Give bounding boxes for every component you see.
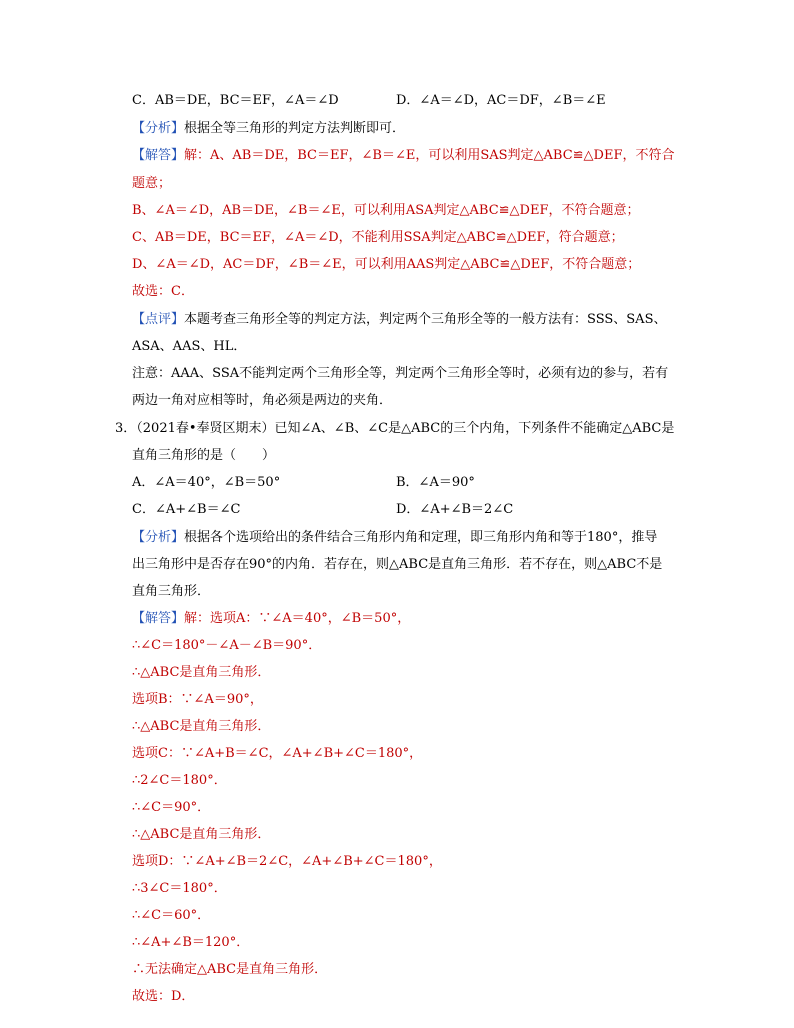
q3-answer-line-5: 选项C：∵∠A+B＝∠C，∠A+∠B+∠C＝180°， xyxy=(132,746,423,761)
q2-option-d: D．∠A＝∠D，AC＝DF，∠B＝∠E xyxy=(396,93,606,108)
q3-analysis xyxy=(132,529,657,547)
q3-answer-line-4: ∴△ABC是直角三角形． xyxy=(132,719,271,734)
q3-analysis-line-2: 出三角形中是否存在90°的内角．若存在，则△ABC是直角三角形．若不存在，则△ABC不是 xyxy=(132,557,663,572)
q3-analysis-line-3: 直角三角形． xyxy=(132,584,211,599)
q2-comment-label: 【点评】 xyxy=(132,312,185,327)
q3-answer-line-6: ∴2∠C＝180°． xyxy=(132,773,227,788)
q3-answer-first-line xyxy=(132,610,410,628)
q2-answer-line-6: 故选：C． xyxy=(132,284,194,299)
q3-stem-line-2: 直角三角形的是（ ） xyxy=(132,448,276,463)
q3-analysis-line-1: 根据各个选项给出的条件结合三角形内角和定理，即三角形内角和等于180°，推导 xyxy=(184,530,658,545)
q2-comment xyxy=(132,311,666,329)
q3-answer-line-14: 故选：D． xyxy=(132,989,195,1004)
q2-comment-line-1: 本题考查三角形全等的判定方法，判定两个三角形全等的一般方法有：SSS、SAS、 xyxy=(184,312,667,327)
q2-answer-line-4: C、AB＝DE，BC＝EF，∠A＝∠D，不能利用SSA判定△ABC≌△DEF，符合题意； xyxy=(132,230,624,245)
q2-answer-line-3: B、∠A＝∠D，AB＝DE，∠B＝∠E，可以利用ASA判定△ABC≌△DEF，不符合题意； xyxy=(132,203,640,218)
q2-option-c: C．AB＝DE，BC＝EF，∠A＝∠D xyxy=(132,93,339,108)
q2-answer-label: 【解答】 xyxy=(132,148,185,163)
q2-note-line-1: 注意：AAA、SSA不能判定两个三角形全等，判定两个三角形全等时，必须有边的参与，若有 xyxy=(132,366,669,381)
q3-answer-line-0: 解：选项A：∵∠A＝40°，∠B＝50°， xyxy=(184,611,411,626)
q2-answer-line-1: 解：A、AB＝DE，BC＝EF，∠B＝∠E，可以利用SAS判定△ABC≌△DEF，不符合 xyxy=(184,148,675,163)
q3-option-b: B．∠A＝90° xyxy=(396,475,475,490)
q2-comment-line-2: ASA、AAS、HL． xyxy=(132,339,247,354)
q2-answer-line-2: 题意； xyxy=(132,176,172,191)
q2-answer-first-line xyxy=(132,147,675,165)
q3-answer-line-13: ∴无法确定△ABC是直角三角形． xyxy=(132,962,328,977)
q2-answer-line-5: D、∠A＝∠D，AC＝DF，∠B＝∠E，可以利用AAS判定△ABC≌△DEF，不符合题意； xyxy=(132,257,641,272)
q2-analysis-label: 【分析】 xyxy=(132,121,185,136)
q3-answer-line-7: ∴∠C＝90°． xyxy=(132,800,211,815)
q3-option-a: A．∠A＝40°，∠B＝50° xyxy=(132,475,281,490)
q3-answer-line-11: ∴∠C＝60°． xyxy=(132,908,211,923)
q3-analysis-label: 【分析】 xyxy=(132,530,185,545)
q3-answer-line-1: ∴∠C＝180°－∠A－∠B＝90°． xyxy=(132,638,322,653)
q3-answer-line-8: ∴△ABC是直角三角形． xyxy=(132,827,271,842)
q3-option-c: C．∠A+∠B＝∠C xyxy=(132,502,241,517)
q3-answer-label: 【解答】 xyxy=(132,611,185,626)
q2-analysis-text: 根据全等三角形的判定方法判断即可． xyxy=(184,121,406,136)
q2-note-line-2: 两边一角对应相等时，角必须是两边的夹角． xyxy=(132,393,393,408)
q3-stem-line-1: 3．（2021春•奉贤区期末）已知∠A、∠B、∠C是△ABC的三个内角，下列条件不能确定△ABC是 xyxy=(115,421,675,436)
q3-answer-line-9: 选项D：∵∠A+∠B＝2∠C，∠A+∠B+∠C＝180°， xyxy=(132,854,442,869)
q3-option-d: D．∠A+∠B＝2∠C xyxy=(396,502,514,517)
q2-analysis xyxy=(132,120,405,138)
q3-answer-line-2: ∴△ABC是直角三角形． xyxy=(132,665,271,680)
q3-answer-line-3: 选项B：∵∠A＝90°， xyxy=(132,692,263,707)
q3-answer-line-12: ∴∠A+∠B＝120°． xyxy=(132,935,250,950)
q3-answer-line-10: ∴3∠C＝180°． xyxy=(132,881,227,896)
